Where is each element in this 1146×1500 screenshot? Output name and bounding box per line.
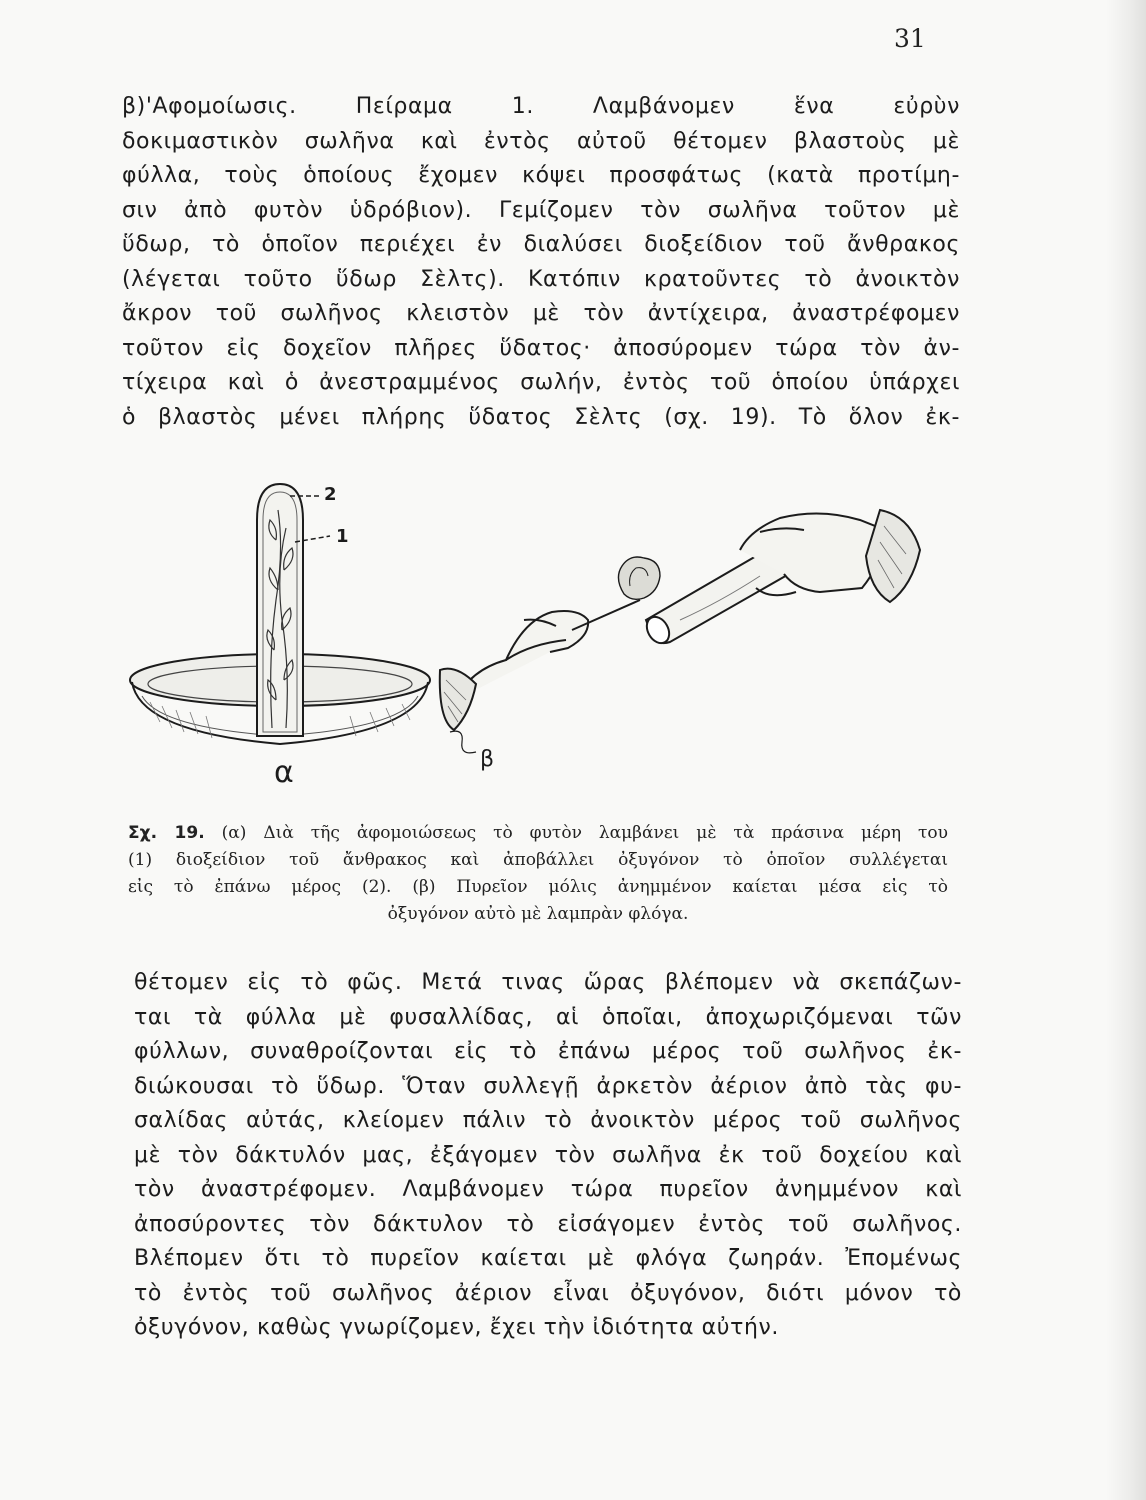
text-line: ἄκρον τοῦ σωλῆνος κλειστὸν μὲ τὸν ἀντίχειρα, ἀναστρέφομεν [122, 301, 960, 326]
caption-text: (α) Διὰ τῆς ἀφομοιώσεως τὸ φυτὸν λαμβάνει μὲ τὰ πράσινα μέρη του [221, 823, 948, 843]
caption-line: εἰς τὸ ἐπάνω μέρος (2). (β) Πυρεῖον μόλις ἀνημμένον καίεται μέσα εἰς τὸ [128, 877, 948, 897]
text-line: τοῦτον εἰς δοχεῖον πλῆρες ὕδατος· ἀποσύρομεν τώρα τὸν ἀν- [122, 335, 960, 361]
figure-19-illustration [120, 470, 950, 790]
text-line: τίχειρα καὶ ὁ ἀνεστραμμένος σωλήν, ἐντὸς τοῦ ὁποίου ὑπάρχει [122, 370, 960, 395]
text-line: διώκουσαι τὸ ὕδωρ. Ὅταν συλλεγῇ ἀρκετὸν ἀέριον ἀπὸ τὰς φυ- [134, 1073, 962, 1099]
experiment-drawing [120, 470, 950, 790]
figure-caption [128, 820, 948, 928]
page-number: 31 [894, 24, 926, 53]
bottom-paragraph [134, 966, 962, 1346]
caption-line: ὀξυγόνον αὐτὸ μὲ λαμπρὰν φλόγα. [387, 904, 689, 924]
hands-match-and-tube [440, 510, 920, 753]
text-line: τὸ ἐντὸς τοῦ σωλῆνος ἀέριον εἶναι ὀξυγόνον, διότι μόνον τὸ [134, 1280, 962, 1306]
text-line: δοκιμαστικὸν σωλῆνα καὶ ἐντὸς αὐτοῦ θέτομεν βλαστοὺς μὲ [122, 128, 960, 154]
figure-label-alpha: α [274, 755, 294, 790]
text-line: ὁ βλαστὸς μένει πλήρης ὕδατος Σὲλτς (σχ. 19). Τὸ ὅλον ἐκ- [122, 404, 960, 430]
text-line: φύλλα, τοὺς ὁποίους ἔχομεν κόψει προσφάτως (κατὰ προτίμη- [122, 163, 960, 188]
text-line: (λέγεται τοῦτο ὕδωρ Σὲλτς). Κατόπιν κρατοῦντες τὸ ἀνοικτὸν [122, 266, 960, 292]
text-line: ἀποσύροντες τὸν δάκτυλον τὸ εἰσάγομεν ἐντὸς τοῦ σωλῆνος. [134, 1211, 962, 1237]
text-line: ται τὰ φύλλα μὲ φυσαλλίδας, αἱ ὁποῖαι, ἀποχωριζόμεναι τῶν [134, 1004, 962, 1030]
caption-line [128, 820, 948, 847]
page-edge-shadow [1106, 0, 1146, 1500]
figure-label-2: 2 [324, 484, 337, 505]
text-line: Βλέπομεν ὅτι τὸ πυρεῖον καίεται μὲ φλόγα ζωηράν. Ἐπομένως [134, 1246, 962, 1271]
top-paragraph [122, 90, 960, 435]
text-line: θέτομεν εἰς τὸ φῶς. Μετά τινας ὥρας βλέπομεν νὰ σκεπάζων- [134, 970, 962, 995]
figure-label-1: 1 [336, 526, 349, 547]
caption-line: (1) διοξείδιον τοῦ ἄνθρακος καὶ ἀποβάλλει ὀξυγόνον τὸ ὁποῖον συλλέγεται [128, 850, 948, 870]
text-line: μὲ τὸν δάκτυλόν μας, ἐξάγομεν τὸν σωλῆνα ἐκ τοῦ δοχείου καὶ [134, 1142, 962, 1168]
text-line: β)'Αφομοίωσις. Πείραμα 1. Λαμβάνομεν ἕνα εὐρὺν [122, 94, 960, 119]
text-line: τὸν ἀναστρέφομεν. Λαμβάνομεν τώρα πυρεῖον ἀνημμένον καὶ [134, 1177, 962, 1202]
text-line: ὕδωρ, τὸ ὁποῖον περιέχει ἐν διαλύσει διοξείδιον τοῦ ἄνθρακος [122, 232, 960, 257]
caption-label: Σχ. 19. [128, 823, 205, 843]
text-line: σιν ἀπὸ φυτὸν ὑδρόβιον). Γεμίζομεν τὸν σωλῆνα τοῦτον μὲ [122, 197, 960, 223]
basin-with-tube [130, 484, 430, 744]
figure-label-beta: β [480, 747, 495, 772]
text-line: σαλίδας αὐτάς, κλείομεν πάλιν τὸ ἀνοικτὸν μέρος τοῦ σωλῆνος [134, 1108, 962, 1133]
text-line: φύλλων, συναθροίζονται εἰς τὸ ἐπάνω μέρος τοῦ σωλῆνος ἐκ- [134, 1039, 962, 1064]
text-line: ὀξυγόνον, καθὼς γνωρίζομεν, ἔχει τὴν ἰδιότητα αὐτήν. [134, 1315, 779, 1340]
